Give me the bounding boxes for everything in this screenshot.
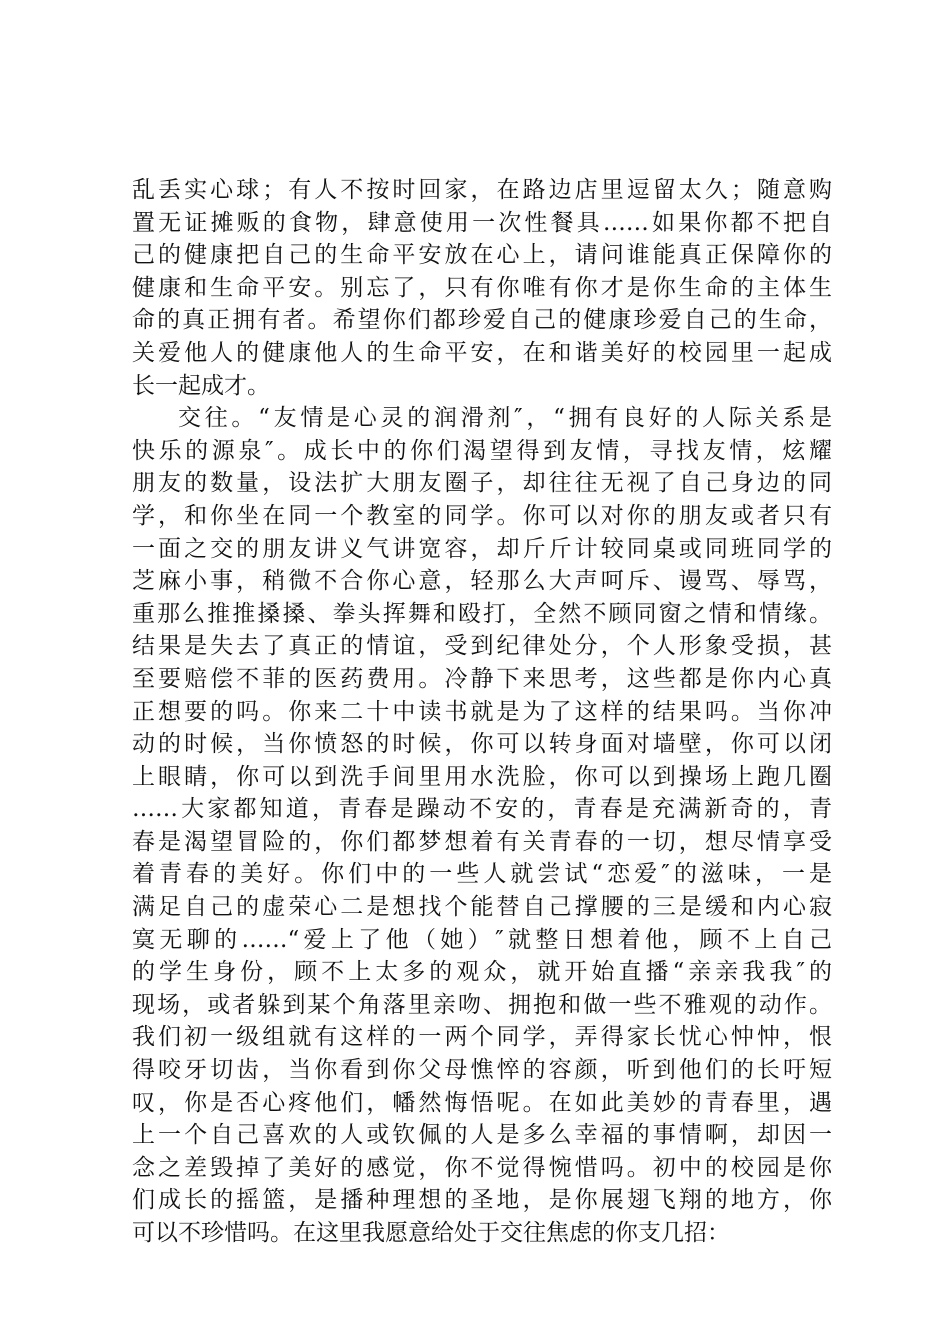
paragraph-friendship bbox=[132, 402, 832, 1249]
text-line: 上一个自己喜欢的人或钦佩的人是多么幸福的事情啊，却因一 bbox=[132, 1122, 832, 1149]
text-line: 己的健康把自己的生命平安放在心上，请问谁能真正保障你的 bbox=[132, 242, 832, 269]
text-line: 乱丢实心球；有人不按时回家，在路边店里逗留太久；随意购 bbox=[132, 177, 832, 203]
text-line: 我们初一级组就有这样的一两个同学，弄得家长忧心忡忡，恨 bbox=[132, 1024, 832, 1051]
text-line: 的学生身份，顾不上太多的观众，就开始直播“亲亲我我″的 bbox=[132, 959, 832, 986]
text-line: 学，和你坐在同一个教室的同学。你可以对你的朋友或者只有 bbox=[132, 502, 832, 529]
text-line: 动的时候，当你愤怒的时候，你可以转身面对墙壁，你可以闭 bbox=[132, 731, 832, 758]
text-line: 置无证摊贩的食物，肆意使用一次性餐具……如果你都不把自 bbox=[132, 209, 832, 236]
text-line: 至要赔偿不菲的医药费用。冷静下来思考，这些都是你内心真 bbox=[132, 665, 832, 692]
text-line: 健康和生命平安。别忘了，只有你唯有你才是你生命的主体生 bbox=[132, 274, 832, 301]
text-line: 春是渴望冒险的，你们都梦想着有关青春的一切，想尽情享受 bbox=[132, 828, 832, 855]
text-line: 命的真正拥有者。希望你们都珍爱自己的健康珍爱自己的生命， bbox=[132, 307, 832, 334]
text-line: 上眼睛，你可以到洗手间里用水洗脸，你可以到操场上跑几圈 bbox=[132, 763, 832, 790]
text-line: 现场，或者躲到某个角落里亲吻、拥抱和做一些不雅观的动作。 bbox=[132, 991, 832, 1018]
text-line: 正想要的吗。你来二十中读书就是为了这样的结果吗。当你冲 bbox=[132, 698, 832, 725]
text-line: 关爱他人的健康他人的生命平安，在和谐美好的校园里一起成 bbox=[132, 339, 832, 366]
text-line: 芝麻小事，稍微不合你心意，轻那么大声呵斥、谩骂、辱骂， bbox=[132, 568, 832, 595]
text-line: 重那么推推搡搡、拳头挥舞和殴打，全然不顾同窗之情和情缘。 bbox=[132, 600, 832, 627]
text-line: 交往。“友情是心灵的润滑剂″，“拥有良好的人际关系是 bbox=[178, 405, 832, 432]
paragraph-safety bbox=[132, 174, 832, 402]
text-line: 满足自己的虚荣心二是想找个能替自己撑腰的三是缓和内心寂 bbox=[132, 894, 832, 921]
text-line: 念之差毁掉了美好的感觉，你不觉得惋惜吗。初中的校园是你 bbox=[132, 1154, 832, 1181]
text-line: 朋友的数量，设法扩大朋友圈子，却往往无视了自己身边的同 bbox=[132, 470, 832, 497]
text-line: 得咬牙切齿，当你看到你父母憔悴的容颜，听到他们的长吁短 bbox=[132, 1057, 832, 1084]
text-line: ……大家都知道，青春是躁动不安的，青春是充满新奇的，青 bbox=[132, 796, 832, 823]
text-line: 长一起成才。 bbox=[132, 372, 270, 399]
text-line: 可以不珍惜吗。在这里我愿意给处于交往焦虑的你支几招： bbox=[132, 1220, 730, 1246]
text-line: 寞无聊的……“爱上了他（她）″就整日想着他，顾不上自己 bbox=[132, 926, 832, 953]
text-line: 快乐的源泉″。成长中的你们渴望得到友情，寻找友情，炫耀 bbox=[132, 437, 832, 464]
text-line: 一面之交的朋友讲义气讲宽容，却斤斤计较同桌或同班同学的 bbox=[132, 535, 832, 562]
document-body bbox=[132, 174, 832, 1250]
text-line: 着青春的美好。你们中的一些人就尝试“恋爱″的滋味，一是 bbox=[132, 861, 832, 888]
text-line: 们成长的摇篮，是播种理想的圣地，是你展翅飞翔的地方，你 bbox=[132, 1187, 832, 1214]
text-line: 结果是失去了真正的情谊，受到纪律处分，个人形象受损，甚 bbox=[132, 633, 832, 660]
text-line: 叹，你是否心疼他们，幡然悔悟呢。在如此美妙的青春里，遇 bbox=[132, 1089, 832, 1116]
